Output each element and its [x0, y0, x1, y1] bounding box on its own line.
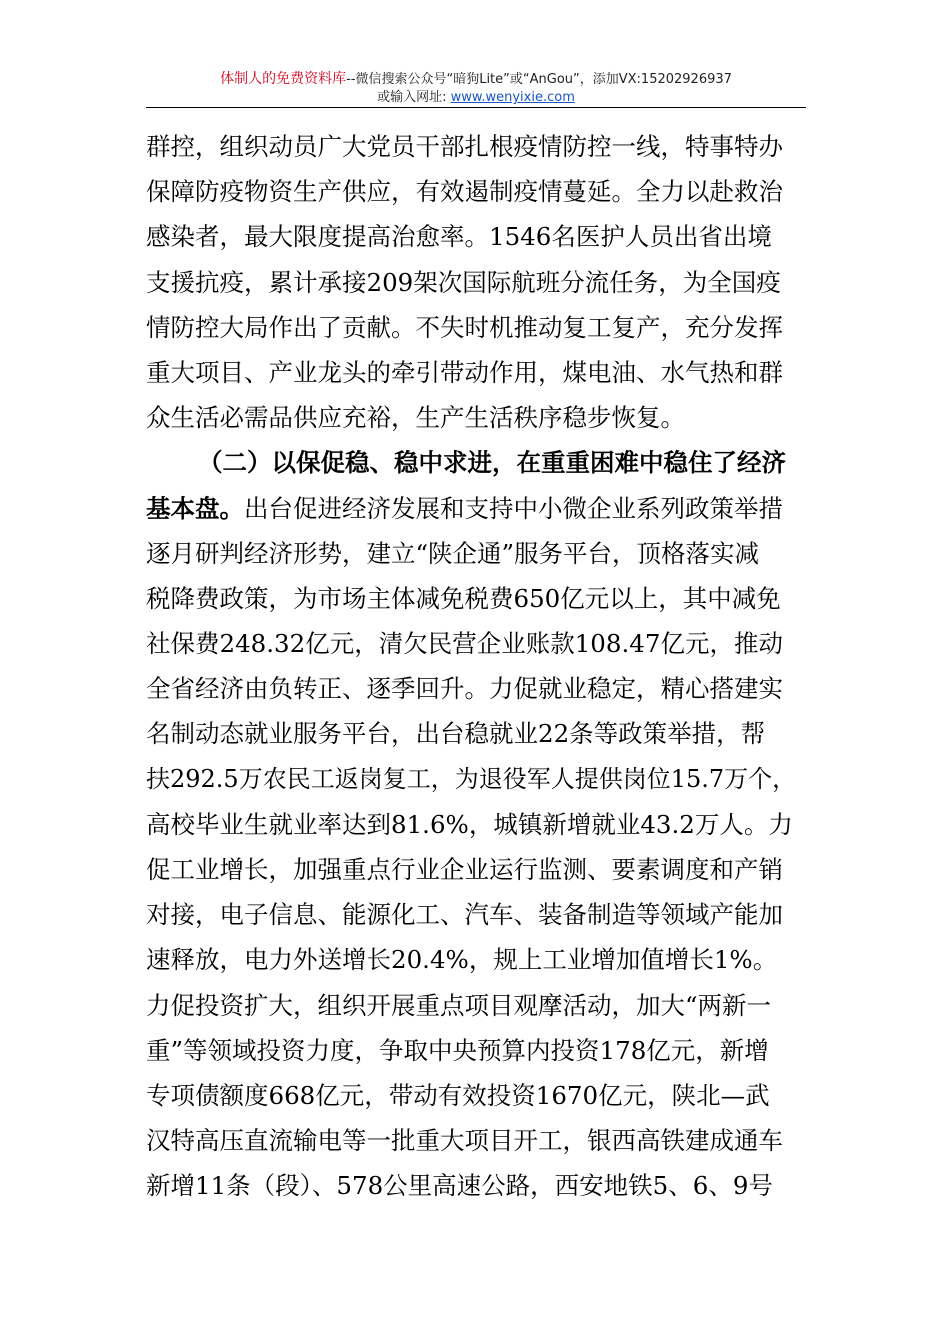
text-line: 专项债额度668亿元，带动有效投资1670亿元，陕北—武: [146, 1080, 770, 1110]
text-line: 逐月研判经济形势，建立“陕企通”服务平台，顶格落实减: [146, 538, 760, 568]
text-line: 扶292.5万农民工返岗复工，为退役军人提供岗位15.7万个，: [146, 764, 797, 793]
text-line: 税降费政策，为市场主体减免税费650亿元以上，其中减免: [146, 583, 781, 613]
header-url-label: 或输入网址:: [377, 90, 447, 105]
text-line: 高校毕业生就业率达到81.6%，城镇新增就业43.2万人。力: [146, 809, 793, 839]
text-span: 出台促进经济发展和支持中小微企业系列政策举措: [244, 493, 783, 523]
header-url-line: [146, 89, 806, 107]
section-heading-end: 基本盘。: [146, 493, 244, 523]
section-heading: （二）以保促稳、稳中求进，在重重困难中稳住了经济: [198, 448, 786, 478]
text-line: 新增11条（段）、578公里高速公路，西安地铁5、6、9号: [146, 1171, 773, 1201]
text-line: 重大项目、产业龙头的牵引带动作用，煤电油、水气热和群: [146, 357, 783, 387]
header-url-link[interactable]: www.wenyixie.com: [450, 90, 575, 105]
text-line: 群控，组织动员广大党员干部扎根疫情防控一线，特事特办: [146, 132, 783, 161]
text-line: 汉特高压直流输电等一批重大项目开工，银西高铁建成通车: [146, 1126, 783, 1156]
text-line: 众生活必需品供应充裕，生产生活秩序稳步恢复。: [146, 403, 685, 433]
text-line: 全省经济由负转正、逐季回升。力促就业稳定，精心搭建实: [146, 674, 783, 704]
text-line: 速释放，电力外送增长20.4%，规上工业增加值增长1%。: [146, 945, 778, 975]
text-line-mixed: [146, 486, 806, 531]
text-line: 支援抗疫，累计承接209架次国际航班分流任务，为全国疫: [146, 267, 781, 297]
text-line: 保障防疫物资生产供应，有效遏制疫情蔓延。全力以赴救治: [146, 177, 783, 207]
text-line: 对接，电子信息、能源化工、汽车、装备制造等领域产能加: [146, 900, 783, 930]
header-brand: 体制人的免费资料库: [220, 71, 347, 87]
text-line: 重”等领域投资力度，争取中央预算内投资178亿元，新增: [146, 1035, 769, 1065]
header-info: --微信搜索公众号“暗狗Lite”或“AnGou”，添加VX:15202926937: [346, 72, 732, 87]
text-line: 感染者，最大限度提高治愈率。1546名医护人员出省出境: [146, 222, 772, 252]
text-line: 名制动态就业服务平台，出台稳就业22条等政策举措，帮: [146, 719, 766, 749]
text-line: 促工业增长，加强重点行业企业运行监测、要素调度和产销: [146, 855, 783, 884]
page-header: [146, 70, 806, 107]
document-body: [146, 124, 806, 1209]
text-line: 社保费248.32亿元，清欠民营企业账款108.47亿元，推动: [146, 629, 783, 659]
text-line: 力促投资扩大，组织开展重点项目观摩活动，加大“两新一: [146, 990, 772, 1020]
header-divider: [146, 107, 806, 108]
text-line: 情防控大局作出了贡献。不失时机推动复工复产，充分发挥: [146, 312, 783, 342]
